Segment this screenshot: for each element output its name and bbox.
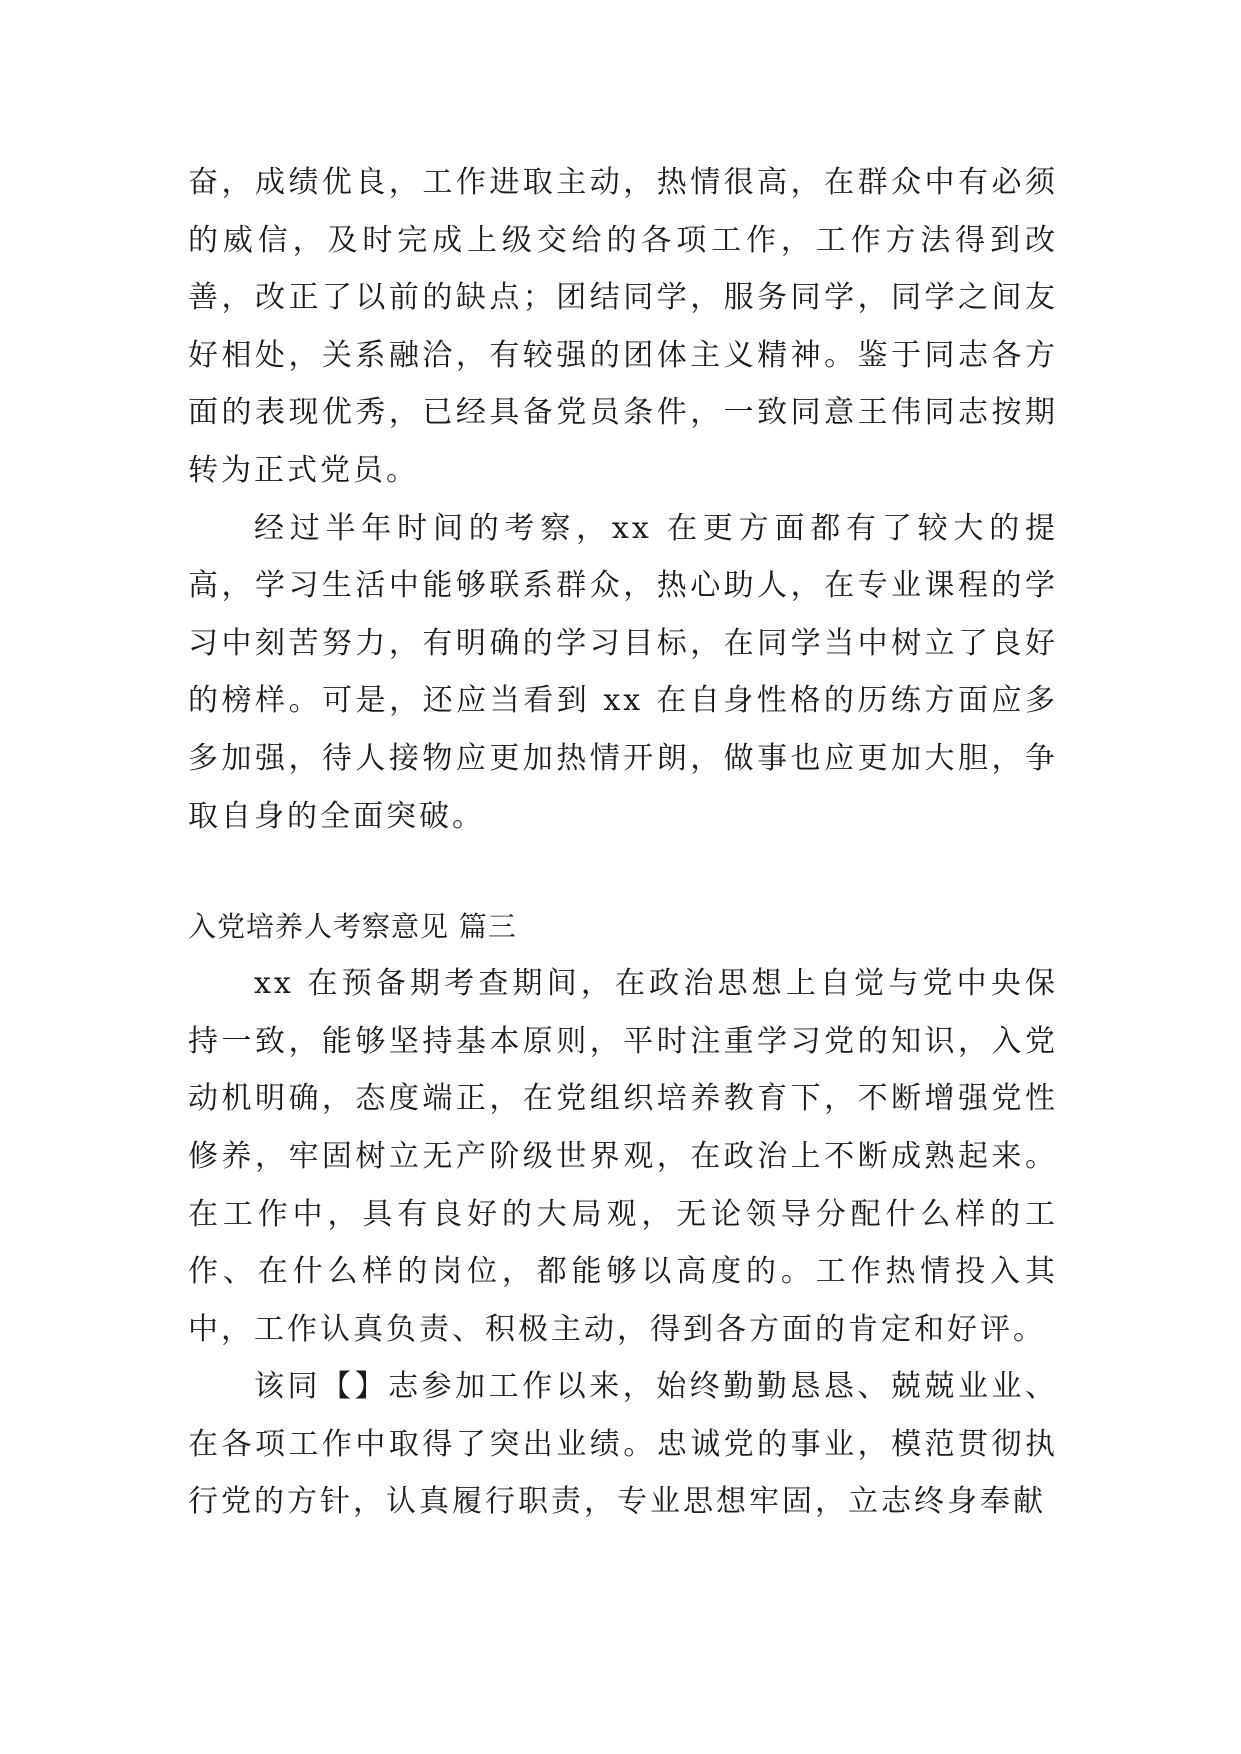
paragraph-continuation: 奋，成绩优良，工作进取主动，热情很高，在群众中有必须的威信，及时完成上级交给的各项工作，工作方法得到改善，改正了以前的缺点；团结同学，服务同学，同学之间友好相处，关系融洽，有较强的团体主义精神。鉴于同志各方面的表现优秀，已经具备党员条件，一致同意王伟同志按期转为正式党员。 — [188, 165, 1058, 488]
section-heading: 入党培养人考察意见 篇三 — [188, 910, 517, 944]
document-body — [188, 154, 1058, 1531]
paragraph-probation-review: xx 在预备期考查期间，在政治思想上自觉与党中央保持一致，能够坚持基本原则，平时注重学习党的知识，入党动机明确，态度端正，在党组织培养教育下，不断增强党性修养，牢固树立无产阶级世界观，在政治上不断成熟起来。在工作中，具有良好的大局观，无论领导分配什么样的工作、在什么样的岗位，都能够以高度的。工作热情投入其中，工作认真负责、积极主动，得到各方面的肯定和好评。 — [188, 966, 1058, 1347]
paragraph-assessment-xx: 经过半年时间的考察，xx 在更方面都有了较大的提高，学习生活中能够联系群众，热心助人，在专业课程的学习中刻苦努力，有明确的学习目标，在同学当中树立了良好的榜样。可是，还应当看到 xx 在自身性格的历练方面应多多加强，待人接物应更加热情开朗，做事也应更加大胆，争取自身的全面突破。 — [188, 510, 1058, 834]
paragraph-work-performance: 该同【】志参加工作以来，始终勤勤恳恳、兢兢业业、在各项工作中取得了突出业绩。忠诚党的事业，模范贯彻执行党的方针，认真履行职责，专业思想牢固，立志终身奉献 — [188, 1369, 1058, 1520]
